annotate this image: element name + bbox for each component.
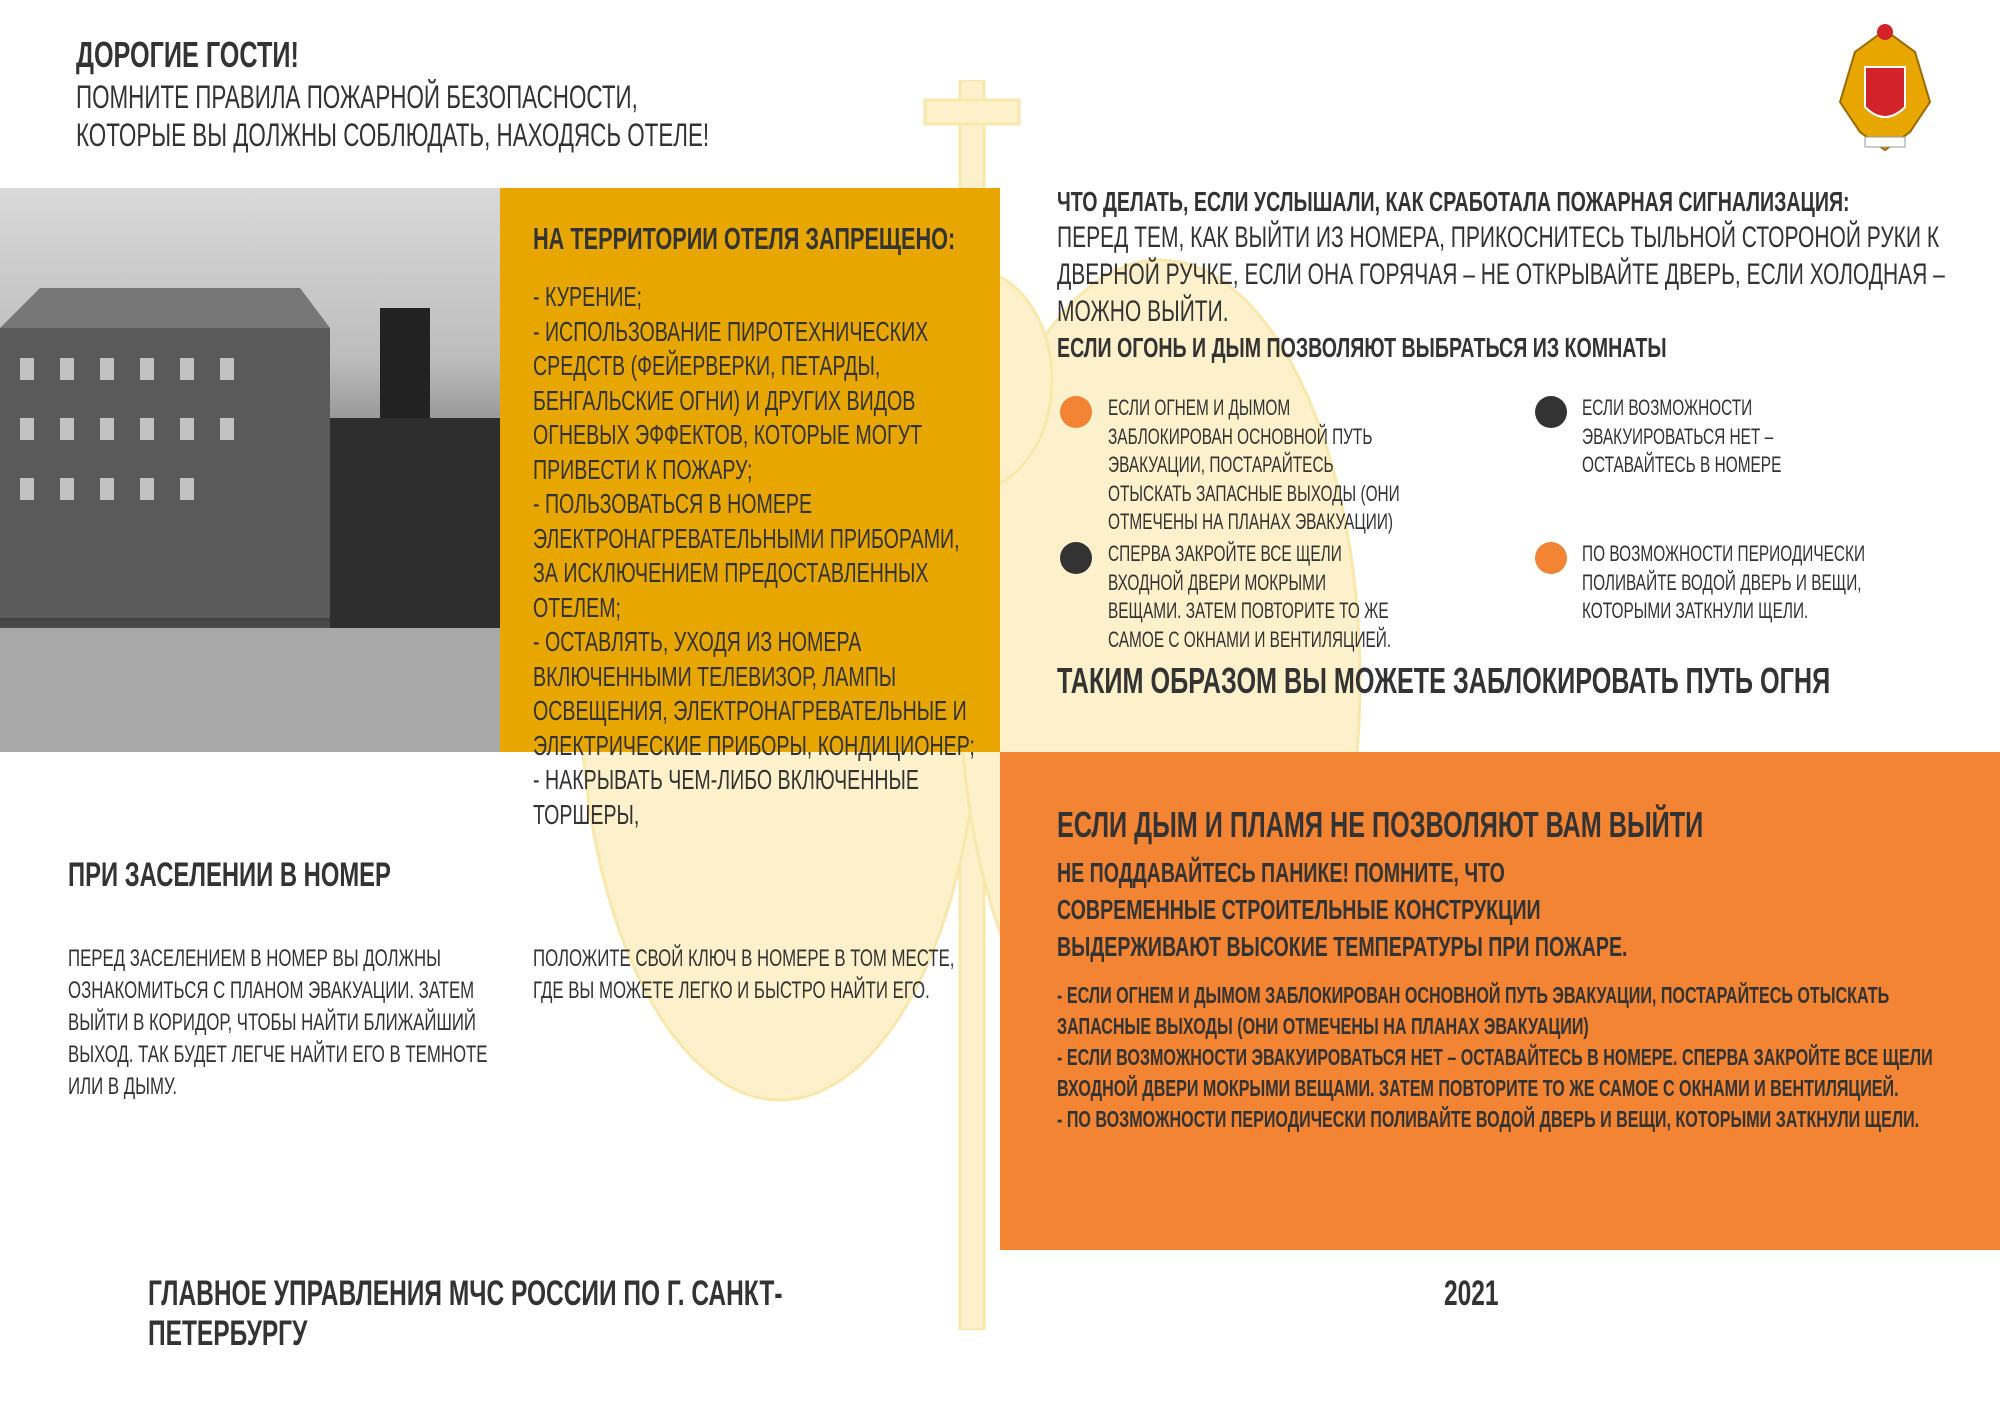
alarm-title: ЧТО ДЕЛАТЬ, ЕСЛИ УСЛЫШАЛИ, КАК СРАБОТАЛА ПОЖАРНАЯ СИГНАЛИЗАЦИЯ:	[1057, 186, 1850, 217]
trapped-panel	[1000, 752, 2000, 1250]
header-subtitle-line: КОТОРЫЕ ВЫ ДОЛЖНЫ СОБЛЮДАТЬ, НАХОДЯСЬ ОТЕЛЕ!	[76, 117, 710, 153]
bullet-dot-orange-icon	[1060, 396, 1092, 428]
header-subtitle-line: ПОМНИТЕ ПРАВИЛА ПОЖАРНОЙ БЕЗОПАСНОСТИ,	[76, 79, 638, 115]
prohibited-item: - ОСТАВЛЯТЬ, УХОДЯ ИЗ НОМЕРА ВКЛЮЧЕННЫМИ ТЕЛЕВИЗОР, ЛАМПЫ ОСВЕЩЕНИЯ, ЭЛЕКТРОНАГРЕВАТЕЛЬНЫЕ И ЭЛЕКТРИЧЕСКИЕ ПРИБОРЫ, КОНДИЦИОНЕР;	[533, 626, 975, 761]
escape-conclusion: ТАКИМ ОБРАЗОМ ВЫ МОЖЕТЕ ЗАБЛОКИРОВАТЬ ПУТЬ ОГНЯ	[1057, 660, 1831, 701]
hotel-photo	[0, 188, 500, 752]
header-title: ДОРОГИЕ ГОСТИ!	[76, 34, 299, 75]
trapped-list	[1057, 980, 1939, 1135]
prohibited-item: - КУРЕНИЕ;	[533, 281, 642, 312]
bullet-dot-dark-icon	[1060, 542, 1092, 574]
footer-organization: ГЛАВНОЕ УПРАВЛЕНИЯ МЧС РОССИИ ПО Г. САНКТ-ПЕТЕРБУРГУ	[148, 1274, 783, 1353]
header-subtitle	[76, 78, 776, 154]
footer-year: 2021	[1444, 1274, 1499, 1313]
escape-bullet: ЕСЛИ ОГНЕМ И ДЫМОМ ЗАБЛОКИРОВАН ОСНОВНОЙ ПУТЬ ЭВАКУАЦИИ, ПОСТАРАЙТЕСЬ ОТЫСКАТЬ ЗАПАСНЫЕ ВЫХОДЫ (ОНИ ОТМЕЧЕНЫ НА ПЛАНАХ ЭВАКУАЦИИ)	[1108, 395, 1400, 534]
mchs-emblem-icon	[1835, 22, 1935, 157]
trapped-title: ЕСЛИ ДЫМ И ПЛАМЯ НЕ ПОЗВОЛЯЮТ ВАМ ВЫЙТИ	[1057, 804, 1704, 845]
escape-bullet: ЕСЛИ ВОЗМОЖНОСТИ ЭВАКУИРОВАТЬСЯ НЕТ – ОСТАВАЙТЕСЬ В НОМЕРЕ	[1582, 395, 1782, 477]
prohibited-title: НА ТЕРРИТОРИИ ОТЕЛЯ ЗАПРЕЩЕНО:	[533, 221, 956, 256]
key-text: ПОЛОЖИТЕ СВОЙ КЛЮЧ В НОМЕРЕ В ТОМ МЕСТЕ, ГДЕ ВЫ МОЖЕТЕ ЛЕГКО И БЫСТРО НАЙТИ ЕГО.	[533, 945, 955, 1004]
prohibited-item: - ПОЛЬЗОВАТЬСЯ В НОМЕРЕ ЭЛЕКТРОНАГРЕВАТЕЛЬНЫМИ ПРИБОРАМИ, ЗА ИСКЛЮЧЕНИЕМ ПРЕДОСТАВЛЕННЫХ ОТЕЛЕМ;	[533, 488, 960, 623]
escape-title: ЕСЛИ ОГОНЬ И ДЫМ ПОЗВОЛЯЮТ ВЫБРАТЬСЯ ИЗ КОМНАТЫ	[1057, 332, 1667, 363]
prohibited-list	[533, 280, 981, 832]
prohibited-panel	[500, 188, 1000, 830]
bullet-dot-orange-icon	[1535, 542, 1567, 574]
escape-bullet: ПО ВОЗМОЖНОСТИ ПЕРИОДИЧЕСКИ ПОЛИВАЙТЕ ВОДОЙ ДВЕРЬ И ВЕЩИ, КОТОРЫМИ ЗАТКНУЛИ ЩЕЛИ.	[1582, 541, 1866, 623]
escape-bullet: СПЕРВА ЗАКРОЙТЕ ВСЕ ЩЕЛИ ВХОДНОЙ ДВЕРИ МОКРЫМИ ВЕЩАМИ. ЗАТЕМ ПОВТОРИТЕ ТО ЖЕ САМОЕ С ОКНАМИ И ВЕНТИЛЯЦИЕЙ.	[1108, 541, 1392, 652]
trapped-item: - ЕСЛИ ВОЗМОЖНОСТИ ЭВАКУИРОВАТЬСЯ НЕТ – ОСТАВАЙТЕСЬ В НОМЕРЕ. СПЕРВА ЗАКРОЙТЕ ВСЕ ЩЕЛИ ВХОДНОЙ ДВЕРИ МОКРЫМИ ВЕЩАМИ. ЗАТЕМ ПОВТОРИТЕ ТО ЖЕ САМОЕ С ОКНАМИ И ВЕНТИЛЯЦИЕЙ.	[1057, 1044, 1933, 1101]
alarm-text: ПЕРЕД ТЕМ, КАК ВЫЙТИ ИЗ НОМЕРА, ПРИКОСНИТЕСЬ ТЫЛЬНОЙ СТОРОНОЙ РУКИ К ДВЕРНОЙ РУЧКЕ, ЕСЛИ ОНА ГОРЯЧАЯ – НЕ ОТКРЫВАЙТЕ ДВЕРЬ, ЕСЛИ ХОЛОДНАЯ – МОЖНО ВЫЙТИ.	[1057, 221, 1945, 328]
trapped-item: - ПО ВОЗМОЖНОСТИ ПЕРИОДИЧЕСКИ ПОЛИВАЙТЕ ВОДОЙ ДВЕРЬ И ВЕЩИ, КОТОРЫМИ ЗАТКНУЛИ ЩЕЛИ.	[1057, 1106, 1920, 1132]
checkin-title: ПРИ ЗАСЕЛЕНИИ В НОМЕР	[68, 856, 391, 894]
trapped-subtitle: НЕ ПОДДАВАЙТЕСЬ ПАНИКЕ! ПОМНИТЕ, ЧТО СОВРЕМЕННЫЕ СТРОИТЕЛЬНЫЕ КОНСТРУКЦИИ ВЫДЕРЖИВАЮТ ВЫСОКИЕ ТЕМПЕРАТУРЫ ПРИ ПОЖАРЕ.	[1057, 857, 1628, 962]
prohibited-item: - ИСПОЛЬЗОВАНИЕ ПИРОТЕХНИЧЕСКИХ СРЕДСТВ (ФЕЙЕРВЕРКИ, ПЕТАРДЫ, БЕНГАЛЬСКИЕ ОГНИ) И ДРУГИХ ВИДОВ ОГНЕВЫХ ЭФФЕКТОВ, КОТОРЫЕ МОГУТ ПРИВЕСТИ К ПОЖАРУ;	[533, 315, 929, 485]
checkin-text: ПЕРЕД ЗАСЕЛЕНИЕМ В НОМЕР ВЫ ДОЛЖНЫ ОЗНАКОМИТЬСЯ С ПЛАНОМ ЭВАКУАЦИИ. ЗАТЕМ ВЫЙТИ В КОРИДОР, ЧТОБЫ НАЙТИ БЛИЖАЙШИЙ ВЫХОД. ТАК БУДЕТ ЛЕГЧЕ НАЙТИ ЕГО В ТЕМНОТЕ ИЛИ В ДЫМУ.	[68, 945, 488, 1100]
bullet-dot-dark-icon	[1535, 396, 1567, 428]
trapped-item: - ЕСЛИ ОГНЕМ И ДЫМОМ ЗАБЛОКИРОВАН ОСНОВНОЙ ПУТЬ ЭВАКУАЦИИ, ПОСТАРАЙТЕСЬ ОТЫСКАТЬ ЗАПАСНЫЕ ВЫХОДЫ (ОНИ ОТМЕЧЕНЫ НА ПЛАНАХ ЭВАКУАЦИИ)	[1057, 982, 1890, 1039]
prohibited-item: - НАКРЫВАТЬ ЧЕМ-ЛИБО ВКЛЮЧЕННЫЕ ТОРШЕРЫ,	[533, 764, 919, 830]
